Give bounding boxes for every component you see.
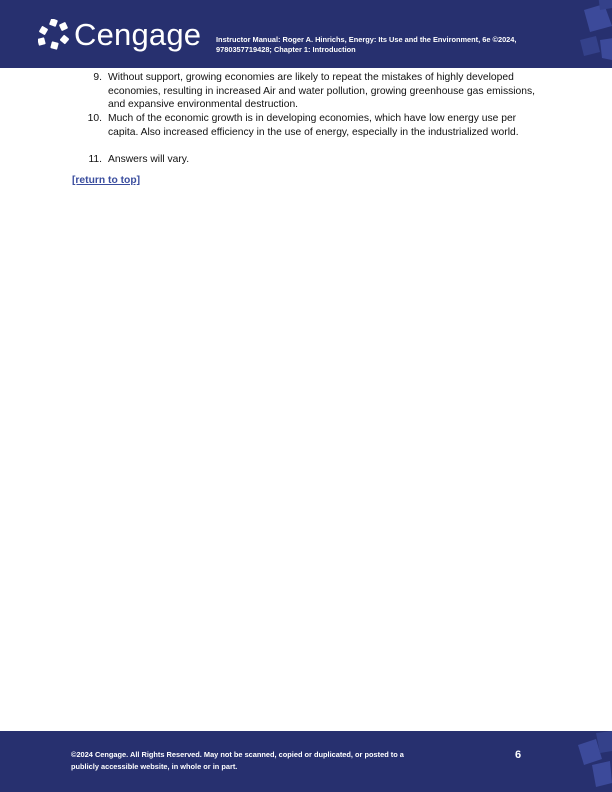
footer-decoration-icon — [572, 731, 612, 792]
page-header — [0, 0, 612, 68]
header-decoration-icon — [570, 0, 612, 68]
return-to-top-link[interactable]: [return to top] — [72, 175, 141, 186]
list-item-text: Without support, growing economies are likely to repeat the mistakes of highly developed economies, resulting in increased Air and water pollution, growing greenhouse gas emissions, and expansive environmental destruction. — [108, 72, 535, 111]
copyright-notice: ©2024 Cengage. All Rights Reserved. May not be scanned, copied or duplicated, or posted to a publicly accessible website, in whole or in part. — [71, 750, 404, 771]
list-item-text: Answers will vary. — [108, 154, 190, 165]
list-item-number: 10. — [87, 113, 102, 124]
list-item-number: 9. — [93, 72, 102, 83]
document-title: Instructor Manual: Roger A. Hinrichs, Energy: Its Use and the Environment, 6e ©2024, 9780357719428; Chapter 1: Introduction — [216, 35, 517, 54]
list-item-number: 11. — [88, 154, 102, 165]
page-number: 6 — [515, 749, 522, 761]
cengage-logo-mark-icon — [38, 19, 70, 51]
list-item-text: Much of the economic growth is in developing economies, which have low energy use per capita. Also increased efficiency in the use of energy, especially in the industrialized world. — [108, 113, 519, 138]
logo-text: Cengage — [74, 17, 202, 52]
page-footer — [0, 731, 612, 792]
